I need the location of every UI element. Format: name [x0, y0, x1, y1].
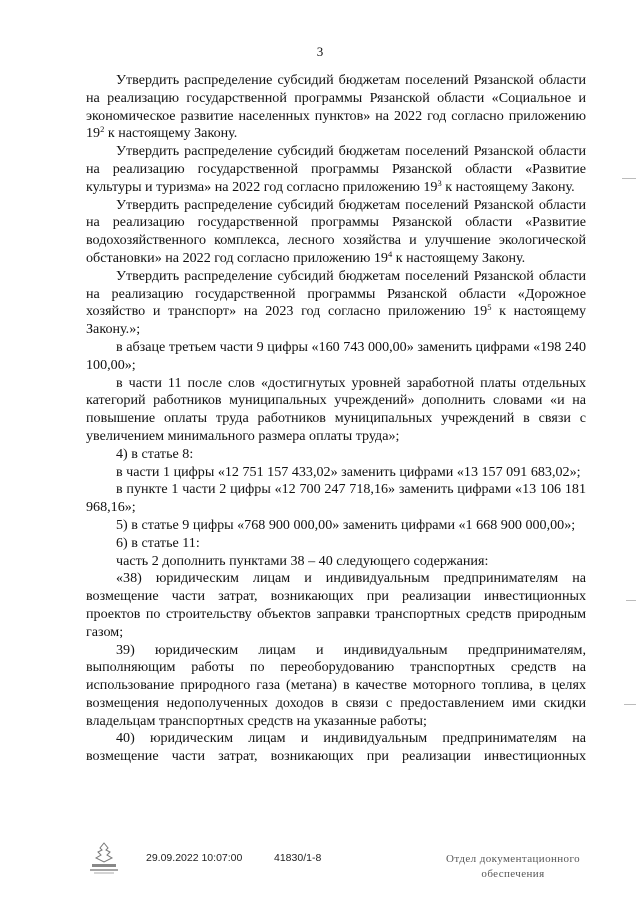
paragraph-article-8-part-2: в пункте 1 части 2 цифры «12 700 247 718,16» заменить цифрами «13 106 181 968,16»; [86, 481, 586, 516]
footer-datetime: 29.09.2022 10:07:00 [146, 852, 243, 864]
paragraph-article-11: 6) в статье 11: [116, 534, 200, 551]
paragraph-subsidy-settlements: Утвердить распределение субсидий бюджетам поселений Рязанской области на реализацию государственной программы Рязанской области «Социальное и экономическое развитие населенных пунктов» на 2022 год согласно приложению $19^2$ к настоящему Закону. [86, 72, 586, 142]
paragraph-item-38: «38) юридическим лицам и индивидуальным предпринимателям на возмещение части затрат, возникающих при реализации инвестиционных проектов по строительству объектов заправки транспортных средств природным газом; [86, 570, 586, 640]
scan-mark [626, 600, 636, 601]
paragraph-item-39: 39) юридическим лицам и индивидуальным предпринимателям, выполняющим работы по переоборудованию транспортных средств на использование природного газа (метана) в качестве моторного топлива, в целях возмещения недополученных доходов в связи с предоставлением ими скидки владельцам транспортных средств на указанные работы; [86, 641, 586, 729]
paragraph-subsidy-water: Утвердить распределение субсидий бюджетам поселений Рязанской области на реализацию государственной программы Рязанской области «Развитие водохозяйственного комплекса, лесного хозяйства и улучшение экологической обстановки» на 2022 год согласно приложению $19^4$ к настоящему Закону. [86, 196, 586, 266]
stamp-line-2: обеспечения [481, 868, 545, 880]
document-body [86, 72, 586, 766]
paragraph-subsidy-culture: Утвердить распределение субсидий бюджетам поселений Рязанской области на реализацию государственной программы Рязанской области «Развитие культуры и туризма» на 2022 год согласно приложению $19^3$ к настоящему Закону. [86, 143, 586, 195]
scan-mark [624, 704, 636, 705]
paragraph-item-40: 40) юридическим лицам и индивидуальным предпринимателям на возмещение части затрат, возникающих при реализации инвестиционных [86, 730, 586, 765]
coat-of-arms-logo [84, 840, 124, 876]
paragraph-article-9: 5) в статье 9 цифры «768 900 000,00» заменить цифрами «1 668 900 000,00»; [116, 516, 576, 533]
footer-doc-number: 41830/1-8 [274, 852, 322, 864]
paragraph-article-8-part-1: в части 1 цифры «12 751 157 433,02» заменить цифрами «13 157 091 683,02»; [116, 463, 581, 480]
paragraph-article-11-part-2: часть 2 дополнить пунктами 38 – 40 следующего содержания: [116, 552, 489, 569]
page-number: 3 [316, 44, 324, 59]
stamp-line-1: Отдел документационного [445, 853, 580, 865]
scan-mark [622, 178, 636, 179]
paragraph-subsidy-roads: Утвердить распределение субсидий бюджетам поселений Рязанской области на реализацию государственной программы Рязанской области «Дорожное хозяйство и транспорт» на 2023 год согласно приложению $19^5$ к настоящему Закону.»; [86, 267, 586, 338]
paragraph-article-8: 4) в статье 8: [116, 445, 194, 462]
department-stamp [428, 852, 598, 882]
paragraph-part-9: в абзаце третьем части 9 цифры «160 743 000,00» заменить цифрами «198 240 100,00»; [86, 338, 586, 373]
paragraph-part-11: в части 11 после слов «достигнутых уровней заработной платы отдельных категорий работников муниципальных учреждений» дополнить словами «и на повышение оплаты труда работников муниципальных учреждений в связи с увеличением минимального размера оплаты труда»; [86, 374, 586, 444]
